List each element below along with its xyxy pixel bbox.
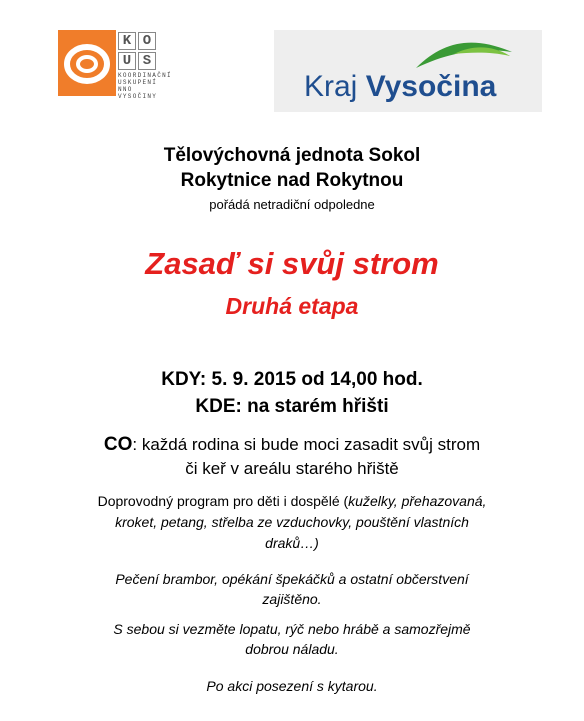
kous-tagline (118, 72, 172, 100)
where-value: na starém hřišti (247, 396, 389, 417)
when-label: KDY: (161, 369, 207, 390)
org-name-line1: Tělovýchovná jednota Sokol (163, 145, 421, 166)
food-line1: Pečení brambor, opékání špekáčků a ostatní občerstvení (115, 571, 469, 587)
program-line3: draků…) (265, 535, 319, 551)
where-label: KDE: (195, 396, 242, 417)
bring-line1: S sebou si vezměte lopatu, rýč nebo hrábě a samozřejmě (113, 621, 471, 637)
kous-tagline-line: KOORDINAČNÍ (118, 72, 172, 79)
kous-letter: K (118, 32, 136, 50)
where-line (0, 396, 584, 418)
kous-tagline-line: USKUPENÍ (118, 79, 158, 86)
event-subtitle: Druhá etapa (225, 293, 359, 319)
what-text: : každá rodina si bude moci zasadit svůj strom (132, 435, 481, 454)
when-line (0, 369, 584, 391)
program-line1 (0, 493, 584, 510)
what-label: CO (103, 434, 133, 455)
kraj-swoosh-icon (414, 38, 514, 72)
kraj-vysocina-logo (274, 30, 542, 112)
vysocina-word: Vysočina (365, 70, 497, 103)
org-name-line2: Rokytnice nad Rokytnou (180, 170, 404, 191)
kraj-wordmark (304, 70, 496, 104)
when-value: 5. 9. 2015 od 14,00 hod. (211, 369, 423, 390)
bring-line2: dobrou náladu. (245, 641, 339, 657)
kous-swirl-icon (58, 30, 116, 96)
closing-line: Po akci posezení s kytarou. (206, 678, 378, 694)
kous-letter: U (118, 52, 136, 70)
program-intro: Doprovodný program pro děti i dospělé ( (97, 493, 349, 509)
kous-tagline-line: NNO VYSOČINY (118, 86, 158, 100)
kous-letter: S (138, 52, 156, 70)
program-line2: kroket, petang, střelba ze vzduchovky, pouštění vlastních (115, 514, 469, 530)
event-title: Zasaď si svůj strom (145, 246, 439, 281)
presents-text: pořádá netradiční odpoledne (209, 197, 375, 212)
what-line1 (0, 434, 584, 456)
kraj-word: Kraj (304, 70, 358, 103)
kous-logo (58, 30, 172, 110)
food-line2: zajištěno. (262, 591, 322, 607)
what-line2: či keř v areálu starého hřiště (185, 459, 399, 478)
kous-letter: O (138, 32, 156, 50)
kous-letters (118, 32, 154, 70)
program-activities: kuželky, přehazovaná, (348, 493, 487, 509)
